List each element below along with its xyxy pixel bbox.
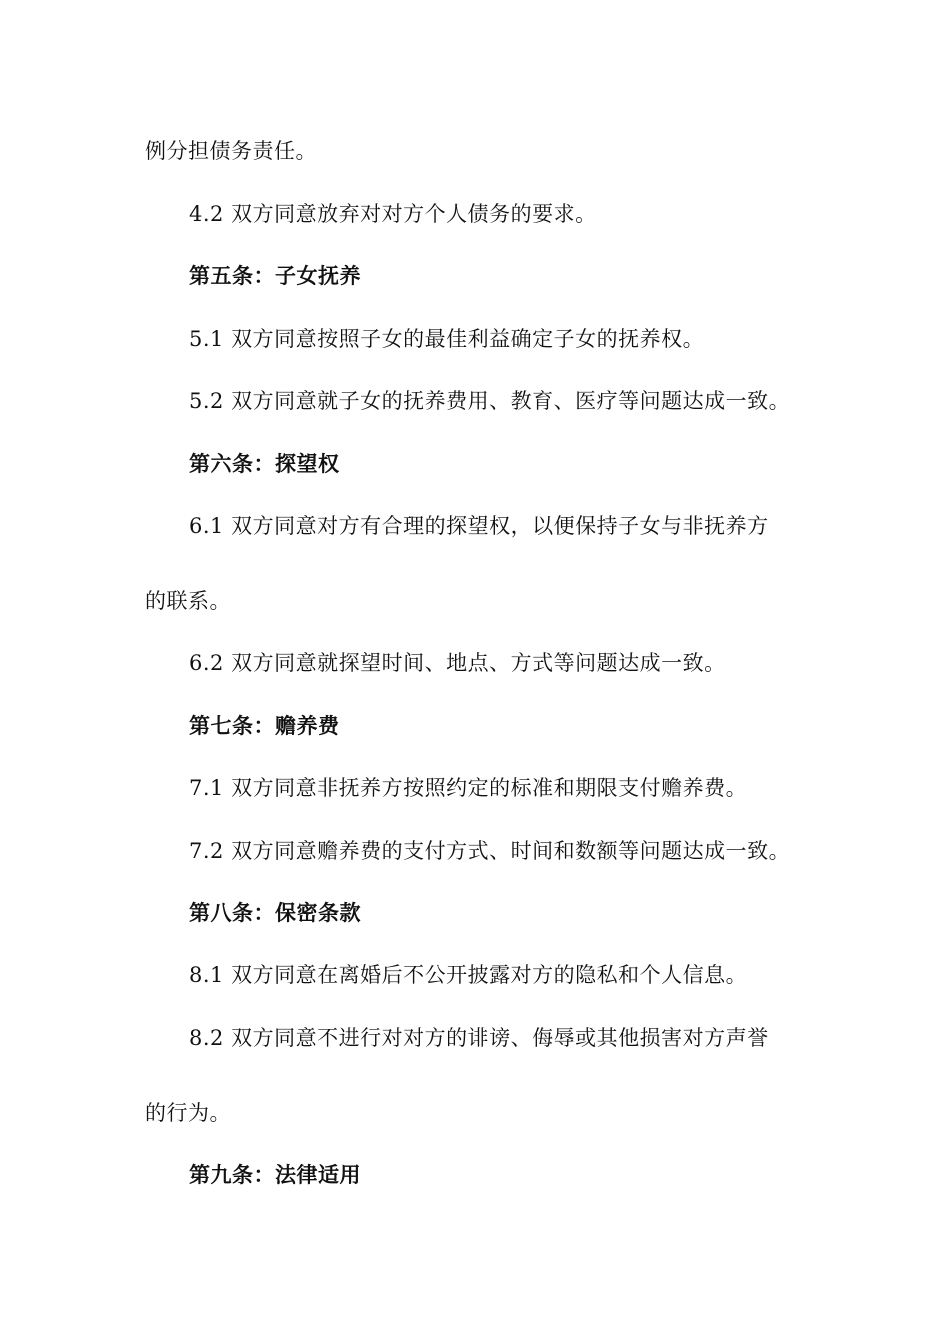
clause-8-1: 8.1 双方同意在离婚后不公开披露对方的隐私和个人信息。	[189, 963, 748, 987]
clause-4-2: 4.2 双方同意放弃对对方个人债务的要求。	[189, 202, 597, 226]
clause-6-1-continuation: 的联系。	[145, 589, 231, 613]
clause-8-2: 8.2 双方同意不进行对对方的诽谤、侮辱或其他损害对方声誉	[189, 1026, 769, 1050]
clause-5-2: 5.2 双方同意就子女的抚养费用、教育、医疗等问题达成一致。	[189, 389, 791, 413]
clause-5-1: 5.1 双方同意按照子女的最佳利益确定子女的抚养权。	[189, 327, 705, 351]
article-5-heading: 第五条：子女抚养	[189, 264, 361, 288]
clause-8-2-continuation: 的行为。	[145, 1101, 231, 1125]
article-8-heading: 第八条：保密条款	[189, 901, 361, 925]
article-6-heading: 第六条：探望权	[189, 452, 340, 476]
paragraph-continuation: 例分担债务责任。	[145, 139, 317, 163]
clause-7-1: 7.1 双方同意非抚养方按照约定的标准和期限支付赡养费。	[189, 776, 748, 800]
clause-6-1: 6.1 双方同意对方有合理的探望权，以便保持子女与非抚养方	[189, 514, 769, 538]
article-7-heading: 第七条：赡养费	[189, 714, 340, 738]
clause-6-2: 6.2 双方同意就探望时间、地点、方式等问题达成一致。	[189, 651, 726, 675]
article-9-heading: 第九条：法律适用	[189, 1163, 361, 1187]
clause-7-2: 7.2 双方同意赡养费的支付方式、时间和数额等问题达成一致。	[189, 839, 791, 863]
